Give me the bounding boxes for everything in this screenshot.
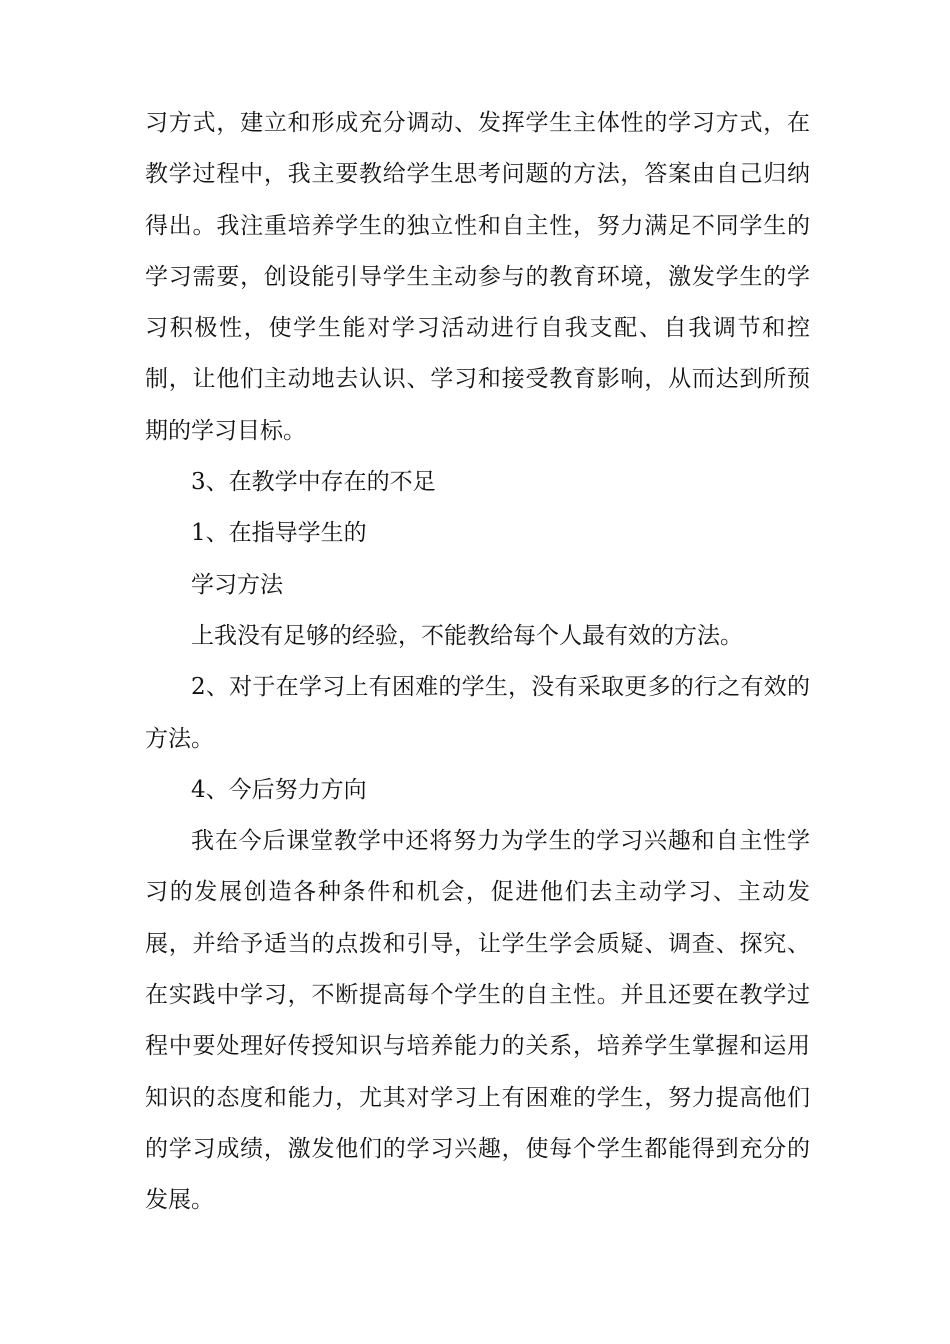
heading-future-direction: 4、今后努力方向 — [191, 776, 367, 803]
heading-shortcomings: 3、在教学中存在的不足 — [191, 469, 436, 496]
document-page — [145, 98, 810, 1227]
list-item-1-part2: 学习方法 — [191, 571, 283, 598]
list-item-1-part1: 1、在指导学生的 — [191, 520, 367, 547]
paragraph-future-plan: 我在今后课堂教学中还将努力为学生的学习兴趣和自主性学习的发展创造各种条件和机会，促进他们去主动学习、主动发展，并给予适当的点拨和引导，让学生学会质疑、调查、探究、在实践中学习，不断提高每个学生的自主性。并且还要在教学过程中要处理好传授知识与培养能力的关系，培养学生掌握和运用知识的态度和能力，尤其对学习上有困难的学生，努力提高他们的学习成绩，激发他们的学习兴趣，使每个学生都能得到充分的发展。 — [145, 828, 810, 1214]
paragraph-continuation: 习方式，建立和形成充分调动、发挥学生主体性的学习方式，在教学过程中，我主要教给学生思考问题的方法，答案由自己归纳得出。我注重培养学生的独立性和自主性，努力满足不同学生的学习需要，创设能引导学生主动参与的教育环境，激发学生的学习积极性，使学生能对学习活动进行自我支配、自我调节和控制，让他们主动地去认识、学习和接受教育影响，从而达到所预期的学习目标。 — [145, 110, 810, 444]
list-item-2: 2、对于在学习上有困难的学生，没有采取更多的行之有效的方法。 — [145, 674, 810, 752]
list-item-1-part3: 上我没有足够的经验，不能教给每个人最有效的方法。 — [191, 622, 743, 649]
